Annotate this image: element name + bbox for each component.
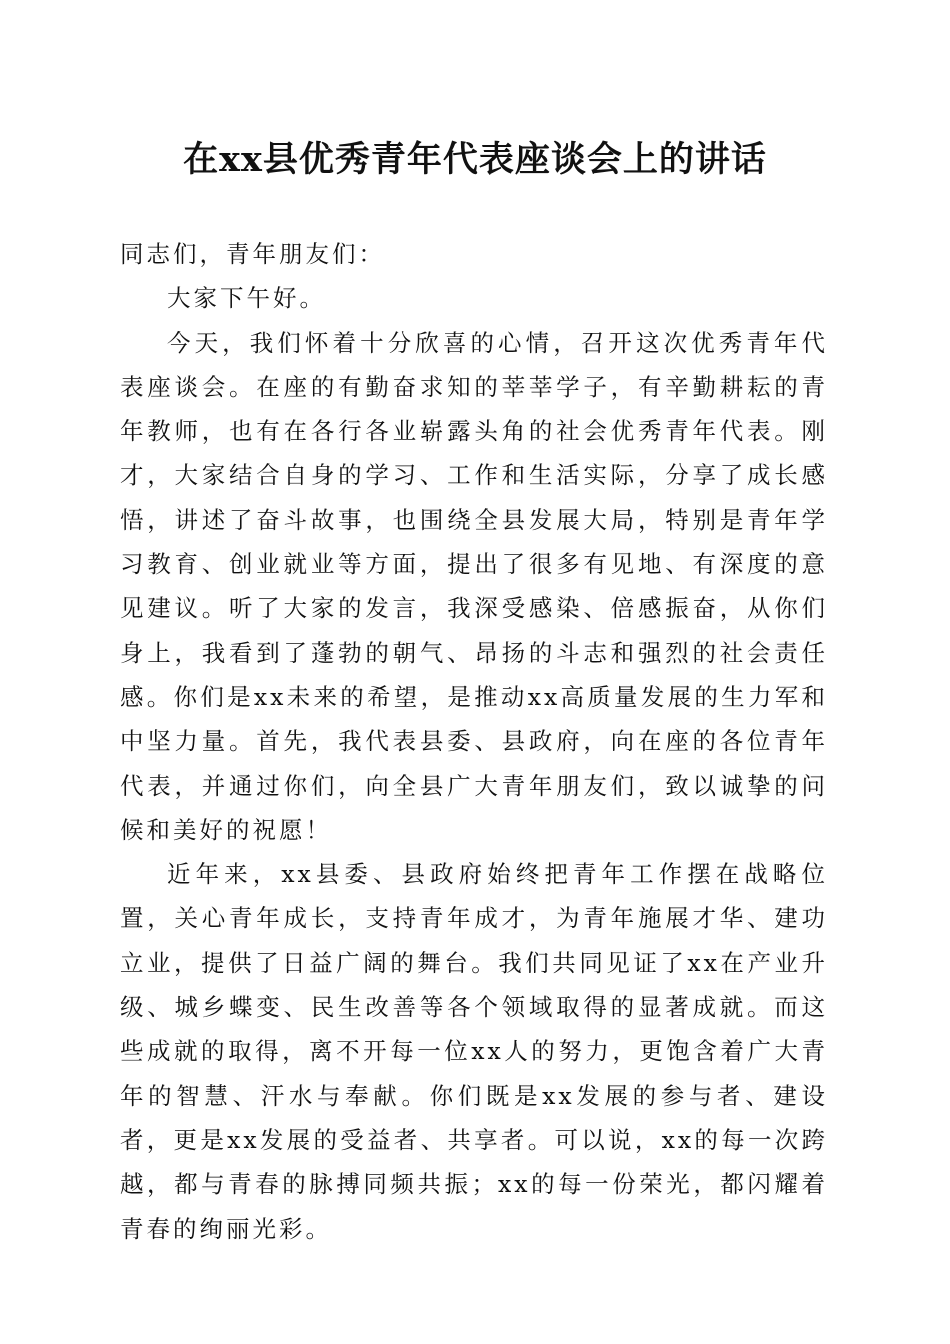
document-body	[120, 232, 828, 1251]
paragraph-opening: 今天，我们怀着十分欣喜的心情，召开这次优秀青年代表座谈会。在座的有勤奋求知的莘莘学子，有辛勤耕耘的青年教师，也有在各行各业崭露头角的社会优秀青年代表。刚才，大家结合自身的学习、工作和生活实际，分享了成长感悟，讲述了奋斗故事，也围绕全县发展大局，特别是青年学习教育、创业就业等方面，提出了很多有见地、有深度的意见建议。听了大家的发言，我深受感染、倍感振奋，从你们身上，我看到了蓬勃的朝气、昂扬的斗志和强烈的社会责任感。你们是xx未来的希望，是推动xx高质量发展的生力军和中坚力量。首先，我代表县委、县政府，向在座的各位青年代表，并通过你们，向全县广大青年朋友们，致以诚挚的问候和美好的祝愿！	[120, 328, 828, 844]
paragraph-achievements: 近年来，xx县委、县政府始终把青年工作摆在战略位置，关心青年成长，支持青年成才，为青年施展才华、建功立业，提供了日益广阔的舞台。我们共同见证了xx在产业升级、城乡蝶变、民生改善等各个领域取得的显著成就。而这些成就的取得，离不开每一位xx人的努力，更饱含着广大青年的智慧、汗水与奉献。你们既是xx发展的参与者、建设者，更是xx发展的受益者、共享者。可以说，xx的每一次跨越，都与青春的脉搏同频共振；xx的每一份荣光，都闪耀着青春的绚丽光彩。	[120, 860, 828, 1243]
salutation: 同志们，青年朋友们：	[120, 240, 385, 268]
document-title: 在xx县优秀青年代表座谈会上的讲话	[183, 139, 767, 180]
paragraph-greeting: 大家下午好。	[167, 284, 326, 313]
